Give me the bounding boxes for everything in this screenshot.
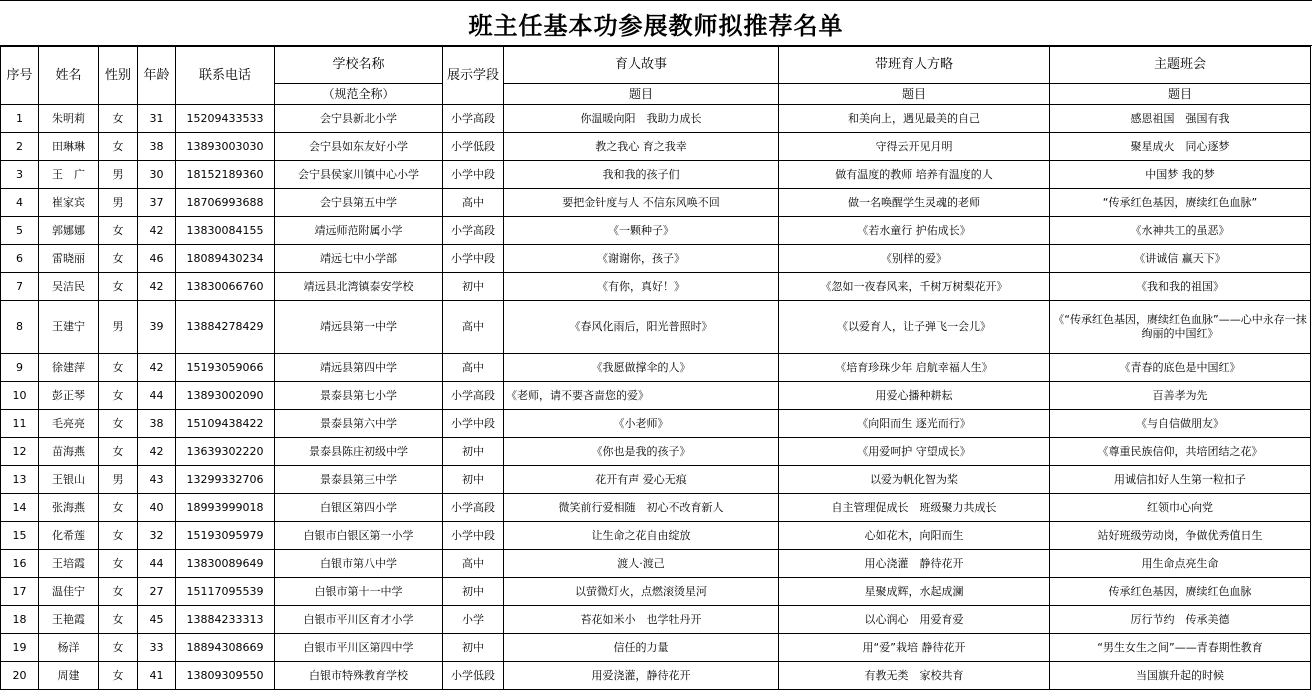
header-strategy: 带班育人方略 — [779, 47, 1050, 84]
cell-gender: 男 — [99, 189, 138, 217]
cell-story: 用爱浇灌，静待花开 — [504, 662, 779, 690]
cell-meeting: 《我和我的祖国》 — [1050, 273, 1311, 301]
table-row — [1, 301, 1311, 354]
cell-name: 温佳宁 — [39, 578, 99, 606]
header-gender: 性别 — [99, 47, 138, 105]
cell-phone: 18152189360 — [176, 161, 275, 189]
cell-school: 白银市平川区育才小学 — [275, 606, 443, 634]
cell-phone: 13830089649 — [176, 550, 275, 578]
cell-stage: 高中 — [443, 550, 504, 578]
cell-phone: 13884278429 — [176, 301, 275, 354]
cell-phone: 13893002090 — [176, 382, 275, 410]
cell-name: 王银山 — [39, 466, 99, 494]
cell-school: 白银市平川区第四中学 — [275, 634, 443, 662]
table-row — [1, 578, 1311, 606]
table-row — [1, 354, 1311, 382]
cell-strategy: 《向阳而生 逐光而行》 — [779, 410, 1050, 438]
cell-no: 10 — [1, 382, 39, 410]
header-age: 年龄 — [138, 47, 176, 105]
cell-meeting: 《与自信做朋友》 — [1050, 410, 1311, 438]
table-row — [1, 634, 1311, 662]
cell-gender: 男 — [99, 301, 138, 354]
header-strategy-topic: 题目 — [779, 84, 1050, 105]
cell-gender: 女 — [99, 578, 138, 606]
cell-strategy: 《忽如一夜春风来，千树万树梨花开》 — [779, 273, 1050, 301]
cell-name: 吴洁民 — [39, 273, 99, 301]
cell-age: 39 — [138, 301, 176, 354]
cell-school: 靖远师范附属小学 — [275, 217, 443, 245]
cell-no: 1 — [1, 105, 39, 133]
header-name: 姓名 — [39, 47, 99, 105]
header-meeting-topic: 题目 — [1050, 84, 1311, 105]
cell-no: 8 — [1, 301, 39, 354]
table-row — [1, 410, 1311, 438]
header-story-topic: 题目 — [504, 84, 779, 105]
cell-age: 43 — [138, 466, 176, 494]
cell-age: 42 — [138, 438, 176, 466]
cell-meeting: 厉行节约 传承美德 — [1050, 606, 1311, 634]
cell-meeting: 站好班级劳动岗，争做优秀值日生 — [1050, 522, 1311, 550]
cell-strategy: 《培育珍珠少年 启航幸福人生》 — [779, 354, 1050, 382]
cell-no: 11 — [1, 410, 39, 438]
cell-gender: 女 — [99, 105, 138, 133]
cell-story: 《我愿做撑伞的人》 — [504, 354, 779, 382]
cell-story: 《一颗种子》 — [504, 217, 779, 245]
header-school-sub: （规范全称） — [275, 84, 443, 105]
cell-no: 19 — [1, 634, 39, 662]
cell-meeting: 用生命点亮生命 — [1050, 550, 1311, 578]
table-row — [1, 550, 1311, 578]
cell-no: 14 — [1, 494, 39, 522]
table-row — [1, 133, 1311, 161]
table-row — [1, 161, 1311, 189]
cell-gender: 女 — [99, 410, 138, 438]
cell-name: 化希莲 — [39, 522, 99, 550]
cell-stage: 小学低段 — [443, 662, 504, 690]
table-row — [1, 662, 1311, 690]
cell-phone: 13809309550 — [176, 662, 275, 690]
cell-phone: 13639302220 — [176, 438, 275, 466]
cell-meeting: 《讲诚信 赢天下》 — [1050, 245, 1311, 273]
cell-stage: 初中 — [443, 634, 504, 662]
cell-age: 31 — [138, 105, 176, 133]
cell-phone: 18089430234 — [176, 245, 275, 273]
cell-stage: 小学中段 — [443, 522, 504, 550]
cell-story: 《小老师》 — [504, 410, 779, 438]
cell-school: 白银市特殊教育学校 — [275, 662, 443, 690]
cell-stage: 初中 — [443, 578, 504, 606]
cell-phone: 18706993688 — [176, 189, 275, 217]
cell-phone: 13299332706 — [176, 466, 275, 494]
cell-story: 《老师，请不要吝啬您的爱》 — [504, 382, 779, 410]
cell-story: 你温暖向阳 我助力成长 — [504, 105, 779, 133]
cell-no: 2 — [1, 133, 39, 161]
cell-gender: 女 — [99, 606, 138, 634]
cell-school: 白银区第四小学 — [275, 494, 443, 522]
cell-name: 崔家宾 — [39, 189, 99, 217]
cell-gender: 女 — [99, 217, 138, 245]
cell-phone: 15109438422 — [176, 410, 275, 438]
cell-school: 靖远七中小学部 — [275, 245, 443, 273]
cell-stage: 初中 — [443, 438, 504, 466]
cell-age: 38 — [138, 133, 176, 161]
cell-phone: 13893003030 — [176, 133, 275, 161]
cell-school: 白银市白银区第一小学 — [275, 522, 443, 550]
cell-story: 渡人·渡己 — [504, 550, 779, 578]
cell-no: 4 — [1, 189, 39, 217]
header-meeting: 主题班会 — [1050, 47, 1311, 84]
cell-story: 让生命之花自由绽放 — [504, 522, 779, 550]
cell-phone: 15209433533 — [176, 105, 275, 133]
cell-no: 7 — [1, 273, 39, 301]
table-row — [1, 245, 1311, 273]
cell-school: 景泰县第七小学 — [275, 382, 443, 410]
cell-strategy: 《用爱呵护 守望成长》 — [779, 438, 1050, 466]
cell-gender: 女 — [99, 273, 138, 301]
cell-stage: 小学高段 — [443, 105, 504, 133]
cell-age: 42 — [138, 354, 176, 382]
cell-name: 雷晓丽 — [39, 245, 99, 273]
cell-strategy: 用“爱”栽培 静待花开 — [779, 634, 1050, 662]
cell-name: 田琳琳 — [39, 133, 99, 161]
cell-stage: 初中 — [443, 466, 504, 494]
cell-age: 44 — [138, 382, 176, 410]
cell-age: 45 — [138, 606, 176, 634]
cell-age: 33 — [138, 634, 176, 662]
table-row — [1, 189, 1311, 217]
header-story: 育人故事 — [504, 47, 779, 84]
cell-story: 信任的力量 — [504, 634, 779, 662]
cell-story: 花开有声 爱心无痕 — [504, 466, 779, 494]
cell-stage: 高中 — [443, 354, 504, 382]
cell-gender: 女 — [99, 354, 138, 382]
cell-age: 30 — [138, 161, 176, 189]
cell-name: 王建宁 — [39, 301, 99, 354]
cell-name: 朱明莉 — [39, 105, 99, 133]
cell-phone: 18894308669 — [176, 634, 275, 662]
header-stage: 展示学段 — [443, 47, 504, 105]
cell-phone: 13830066760 — [176, 273, 275, 301]
cell-meeting: “传承红色基因，赓续红色血脉” — [1050, 189, 1311, 217]
cell-name: 杨洋 — [39, 634, 99, 662]
cell-story: 要把金针度与人 不信东风唤不回 — [504, 189, 779, 217]
cell-strategy: 做有温度的教师 培养有温度的人 — [779, 161, 1050, 189]
cell-stage: 高中 — [443, 189, 504, 217]
cell-strategy: 守得云开见月明 — [779, 133, 1050, 161]
cell-meeting: 感恩祖国 强国有我 — [1050, 105, 1311, 133]
cell-no: 6 — [1, 245, 39, 273]
cell-gender: 女 — [99, 494, 138, 522]
cell-gender: 女 — [99, 133, 138, 161]
cell-school: 会宁县如东友好小学 — [275, 133, 443, 161]
cell-stage: 小学高段 — [443, 382, 504, 410]
table-row — [1, 438, 1311, 466]
cell-no: 13 — [1, 466, 39, 494]
cell-no: 20 — [1, 662, 39, 690]
cell-phone: 13830084155 — [176, 217, 275, 245]
cell-meeting: 中国梦 我的梦 — [1050, 161, 1311, 189]
cell-school: 白银市第八中学 — [275, 550, 443, 578]
cell-school: 会宁县第五中学 — [275, 189, 443, 217]
cell-phone: 13884233313 — [176, 606, 275, 634]
teacher-table — [0, 46, 1311, 690]
cell-meeting: “男生女生之间”——青春期性教育 — [1050, 634, 1311, 662]
cell-stage: 小学高段 — [443, 494, 504, 522]
cell-stage: 初中 — [443, 273, 504, 301]
cell-stage: 小学中段 — [443, 245, 504, 273]
cell-no: 9 — [1, 354, 39, 382]
table-row — [1, 217, 1311, 245]
cell-story: 教之我心 育之我幸 — [504, 133, 779, 161]
cell-name: 郭娜娜 — [39, 217, 99, 245]
cell-strategy: 《以爱育人，让子弹飞一会儿》 — [779, 301, 1050, 354]
cell-strategy: 用心浇灌 静待花开 — [779, 550, 1050, 578]
cell-gender: 男 — [99, 466, 138, 494]
cell-age: 37 — [138, 189, 176, 217]
cell-meeting: 当国旗升起的时候 — [1050, 662, 1311, 690]
cell-school: 靖远县北湾镇泰安学校 — [275, 273, 443, 301]
cell-story: 苔花如米小 也学牡丹开 — [504, 606, 779, 634]
header-school: 学校名称 — [275, 47, 443, 84]
cell-no: 12 — [1, 438, 39, 466]
cell-school: 会宁县侯家川镇中心小学 — [275, 161, 443, 189]
cell-no: 3 — [1, 161, 39, 189]
table-row — [1, 606, 1311, 634]
cell-name: 王 广 — [39, 161, 99, 189]
cell-age: 42 — [138, 273, 176, 301]
cell-age: 27 — [138, 578, 176, 606]
cell-school: 靖远县第四中学 — [275, 354, 443, 382]
cell-story: 以萤微灯火，点燃滚烫星河 — [504, 578, 779, 606]
cell-age: 32 — [138, 522, 176, 550]
cell-meeting: 用诚信扣好人生第一粒扣子 — [1050, 466, 1311, 494]
cell-meeting: 百善孝为先 — [1050, 382, 1311, 410]
cell-gender: 女 — [99, 382, 138, 410]
cell-age: 38 — [138, 410, 176, 438]
cell-strategy: 做一名唤醒学生灵魂的老师 — [779, 189, 1050, 217]
table-row — [1, 522, 1311, 550]
cell-school: 景泰县第六中学 — [275, 410, 443, 438]
cell-no: 5 — [1, 217, 39, 245]
cell-no: 16 — [1, 550, 39, 578]
cell-name: 徐建萍 — [39, 354, 99, 382]
cell-story: 《春风化雨后，阳光普照时》 — [504, 301, 779, 354]
cell-school: 白银市第十一中学 — [275, 578, 443, 606]
cell-school: 靖远县第一中学 — [275, 301, 443, 354]
cell-name: 张海燕 — [39, 494, 99, 522]
cell-no: 18 — [1, 606, 39, 634]
cell-story: 《谢谢你，孩子》 — [504, 245, 779, 273]
cell-no: 17 — [1, 578, 39, 606]
cell-gender: 女 — [99, 438, 138, 466]
cell-name: 毛亮亮 — [39, 410, 99, 438]
cell-meeting: 《水神共工的虽恶》 — [1050, 217, 1311, 245]
cell-meeting: 《尊重民族信仰，共培团结之花》 — [1050, 438, 1311, 466]
table-row — [1, 273, 1311, 301]
cell-age: 42 — [138, 217, 176, 245]
cell-gender: 女 — [99, 522, 138, 550]
cell-strategy: 《若水童行 护佑成长》 — [779, 217, 1050, 245]
cell-strategy: 和美向上，遇见最美的自己 — [779, 105, 1050, 133]
cell-name: 苗海燕 — [39, 438, 99, 466]
cell-strategy: 用爱心播种耕耘 — [779, 382, 1050, 410]
cell-story: 我和我的孩子们 — [504, 161, 779, 189]
cell-strategy: 《别样的爱》 — [779, 245, 1050, 273]
cell-stage: 高中 — [443, 301, 504, 354]
table-body — [1, 105, 1311, 690]
cell-meeting: 传承红色基因，赓续红色血脉 — [1050, 578, 1311, 606]
cell-meeting: 聚星成火 同心逐梦 — [1050, 133, 1311, 161]
cell-meeting: 红领巾心向党 — [1050, 494, 1311, 522]
cell-story: 微笑前行爱相随 初心不改育新人 — [504, 494, 779, 522]
cell-strategy: 以心润心 用爱育爱 — [779, 606, 1050, 634]
cell-school: 会宁县新北小学 — [275, 105, 443, 133]
sheet-title: 班主任基本功参展教师拟推荐名单 — [0, 0, 1312, 46]
cell-gender: 女 — [99, 634, 138, 662]
cell-strategy: 自主管理促成长 班级聚力共成长 — [779, 494, 1050, 522]
cell-name: 周建 — [39, 662, 99, 690]
cell-age: 41 — [138, 662, 176, 690]
cell-stage: 小学 — [443, 606, 504, 634]
cell-strategy: 星聚成辉，水起成澜 — [779, 578, 1050, 606]
cell-strategy: 心如花木，向阳而生 — [779, 522, 1050, 550]
cell-phone: 18993999018 — [176, 494, 275, 522]
cell-name: 彭正琴 — [39, 382, 99, 410]
cell-strategy: 有教无类 家校共育 — [779, 662, 1050, 690]
cell-stage: 小学中段 — [443, 161, 504, 189]
cell-stage: 小学低段 — [443, 133, 504, 161]
cell-age: 40 — [138, 494, 176, 522]
cell-story: 《有你，真好！》 — [504, 273, 779, 301]
cell-gender: 女 — [99, 245, 138, 273]
cell-gender: 女 — [99, 662, 138, 690]
cell-no: 15 — [1, 522, 39, 550]
header-phone: 联系电话 — [176, 47, 275, 105]
cell-age: 44 — [138, 550, 176, 578]
cell-gender: 女 — [99, 550, 138, 578]
cell-name: 王艳霞 — [39, 606, 99, 634]
table-row — [1, 494, 1311, 522]
header-no: 序号 — [1, 47, 39, 105]
cell-meeting: 《青春的底色是中国红》 — [1050, 354, 1311, 382]
cell-phone: 15193095979 — [176, 522, 275, 550]
table-row — [1, 466, 1311, 494]
cell-gender: 男 — [99, 161, 138, 189]
cell-school: 景泰县陈庄初级中学 — [275, 438, 443, 466]
cell-stage: 小学高段 — [443, 217, 504, 245]
cell-stage: 小学中段 — [443, 410, 504, 438]
cell-meeting: 《“传承红色基因，赓续红色血脉”——心中永存一抹绚丽的中国红》 — [1050, 301, 1311, 354]
table-row — [1, 382, 1311, 410]
table-row — [1, 105, 1311, 133]
cell-name: 王培霞 — [39, 550, 99, 578]
cell-story: 《你也是我的孩子》 — [504, 438, 779, 466]
cell-strategy: 以爱为帆化智为桨 — [779, 466, 1050, 494]
cell-school: 景泰县第三中学 — [275, 466, 443, 494]
cell-age: 46 — [138, 245, 176, 273]
cell-phone: 15117095539 — [176, 578, 275, 606]
cell-phone: 15193059066 — [176, 354, 275, 382]
